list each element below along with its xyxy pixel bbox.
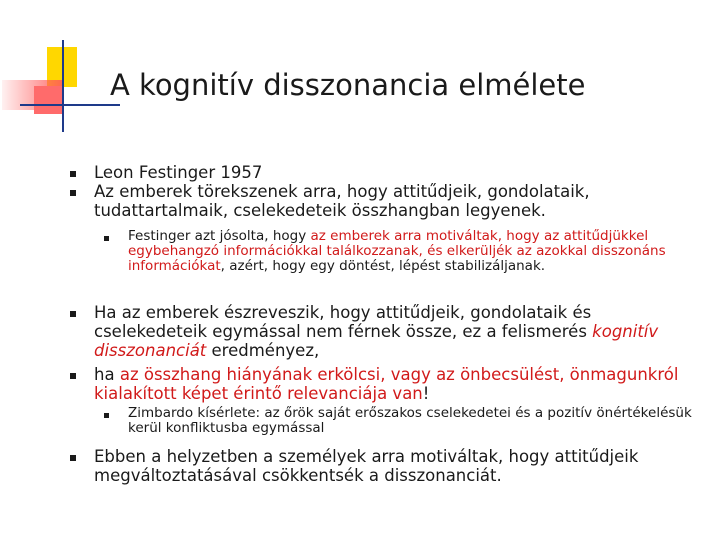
horizontal-line-decoration (20, 104, 120, 106)
bullet-harmony: Az emberek törekszenek arra, hogy attitűdjeik, gondolataik, tudattartalmaik, cselekedeteik összhangban legyenek. (94, 182, 590, 220)
bullet-attitude-change: Ebben a helyzetben a személyek arra motiváltak, hogy attitűdjeik megváltoztatásával csökkentsék a disszonanciát. (94, 447, 639, 485)
bullet-text-end: ! (422, 384, 430, 403)
bullet-festinger-year: Leon Festinger 1957 (94, 163, 263, 182)
bullet-text-end: eredményez, (206, 341, 320, 360)
bullet-text-start: ha (94, 365, 120, 384)
sub-bullet-highlight: az emberek arra motiváltak, hogy az attitűdjükkel egybehangzó információkkal találkozzanak, és elkerüljék az azokkal disszonáns információkat (128, 228, 666, 274)
red-square-decoration (34, 86, 64, 114)
bullet-text-start: Ha az emberek észreveszik, hogy attitűdjeik, gondolataik és cselekedeteik egymással nem férnek össze, ez a felismerés (94, 303, 593, 341)
slide-title: A kognitív disszonancia elmélete (110, 68, 586, 102)
bullet-marker (70, 311, 76, 317)
bullet-marker (70, 373, 76, 379)
bullet-marker (70, 190, 76, 196)
sub-bullet-festinger-prediction (128, 229, 703, 274)
sub-bullet-text-end: , azért, hogy egy döntést, lépést stabilizáljanak. (220, 258, 546, 274)
bullet-highlight: kognitív disszonanciát (94, 322, 659, 360)
bullet-marker (70, 171, 76, 177)
sub-bullet-marker (104, 413, 109, 418)
bullet-marker (70, 455, 76, 461)
bullet-cognitive-dissonance (94, 303, 709, 360)
sub-bullet-zimbardo: Zimbardo kísérlete: az őrök saját erőszakos cselekedetei és a pozitív önértékelésük kerül konfliktusba egymással (128, 405, 692, 436)
sub-bullet-marker (104, 236, 109, 241)
sub-bullet-text-start: Festinger azt jósolta, hogy (128, 228, 311, 244)
bullet-relevance (94, 365, 704, 403)
vertical-line-decoration (62, 40, 64, 132)
bullet-highlight: az összhang hiányának erkölcsi, vagy az önbecsülést, önmagunkról kialakított képet érintő relevanciája van (94, 365, 679, 403)
